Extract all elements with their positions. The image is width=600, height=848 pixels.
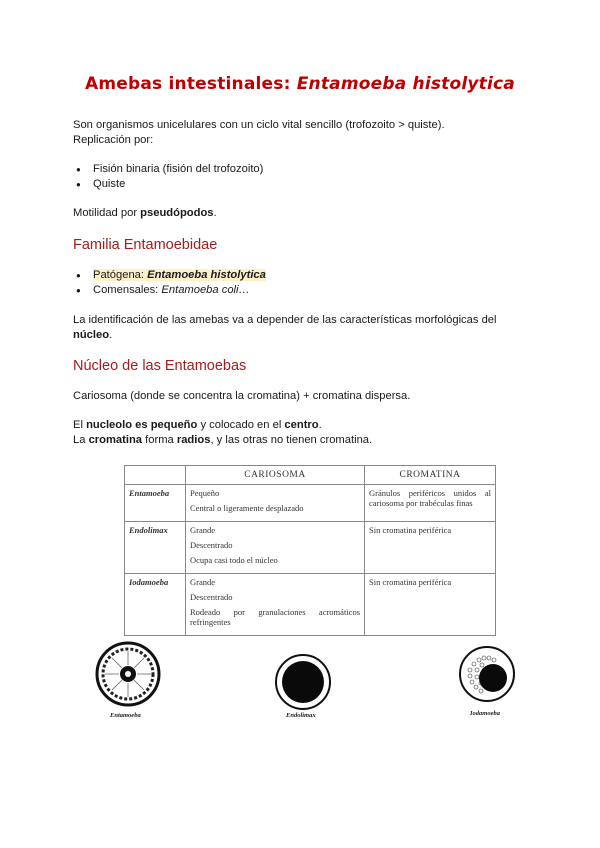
table-cell: Grande Descentrado Rodeado por granulaciones acromáticos refringentes — [186, 574, 365, 636]
motility-text: Motilidad por pseudópodos. — [73, 207, 217, 219]
list-item: ● Comensales: Entamoeba coli… — [73, 283, 266, 298]
list-item: ● Quiste — [73, 177, 263, 192]
section-heading-nucleo: Núcleo de las Entamoebas — [73, 358, 247, 374]
table-cell: Gránulos periféricos unidos al cariosoma por trabéculas finas — [365, 485, 496, 522]
diagram-caption: Entamoeba — [110, 712, 141, 719]
nucleus-diagrams — [80, 638, 530, 723]
endolimax-diagram — [276, 655, 330, 709]
table-row — [125, 485, 496, 522]
nucleus-comparison-table — [124, 465, 496, 636]
identification-line-2: núcleo. — [73, 329, 113, 341]
section-heading-familia: Familia Entamoebidae — [73, 237, 218, 253]
nucleus-diagrams-svg — [80, 638, 530, 723]
classification-list — [73, 268, 266, 298]
page-title: Amebas intestinales: Entamoeba histolytica — [85, 74, 515, 94]
intro-line-2: Replicación por: — [73, 134, 154, 146]
list-item: ● Fisión binaria (fisión del trofozoito) — [73, 162, 263, 177]
diagram-caption: Iodamoeba — [470, 710, 500, 717]
list-item: ● Patógena: Entamoeba histolytica — [73, 268, 266, 283]
table-row — [125, 574, 496, 636]
table-cell: Iodamoeba — [125, 574, 186, 636]
replication-list — [73, 162, 263, 192]
table-header — [125, 466, 186, 485]
table-cell: Pequeño Central o ligeramente desplazado — [186, 485, 365, 522]
table-header: CARIOSOMA — [186, 466, 365, 485]
table-cell: Entamoeba — [125, 485, 186, 522]
entamoeba-diagram — [97, 643, 159, 705]
table-header-row — [125, 466, 496, 485]
identification-line-1: La identificación de las amebas va a depender de las características morfológicas del — [73, 314, 497, 326]
table-cell: Grande Descentrado Ocupa casi todo el núcleo — [186, 522, 365, 574]
diagram-caption: Endolimax — [286, 712, 316, 719]
cariosoma-text: Cariosoma (donde se concentra la cromatina) + cromatina dispersa. — [73, 390, 411, 402]
nucleolo-text: El nucleolo es pequeño y colocado en el centro. — [73, 419, 322, 431]
table-row — [125, 522, 496, 574]
intro-line-1: Son organismos unicelulares con un ciclo vital sencillo (trofozoito > quiste). — [73, 119, 445, 131]
table-cell: Endolimax — [125, 522, 186, 574]
table-header: CROMATINA — [365, 466, 496, 485]
iodamoeba-diagram — [460, 647, 514, 701]
table-cell: Sin cromatina periférica — [365, 574, 496, 636]
cromatina-text: La cromatina forma radios, y las otras no tienen cromatina. — [73, 434, 373, 446]
table-cell: Sin cromatina periférica — [365, 522, 496, 574]
